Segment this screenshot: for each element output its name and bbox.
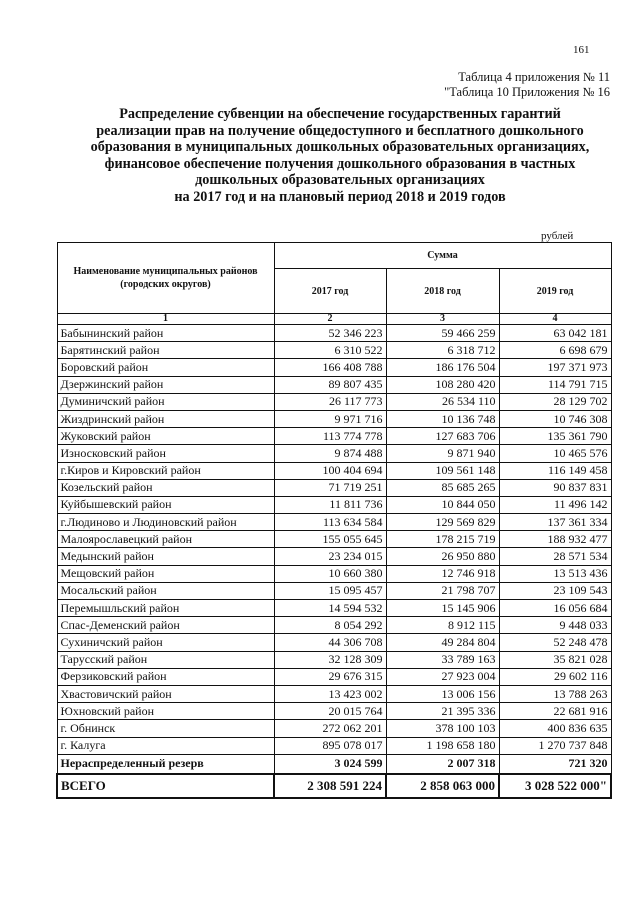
value-2019-cell: 9 448 033 — [499, 617, 611, 634]
value-2018-cell: 10 844 050 — [386, 496, 499, 513]
district-name-cell: Бабынинский район — [57, 325, 274, 342]
value-2018-cell: 21 798 707 — [386, 582, 499, 599]
value-2017-cell: 20 015 764 — [274, 703, 386, 720]
value-2019-cell: 22 681 916 — [499, 703, 611, 720]
value-2017-cell: 71 719 251 — [274, 479, 386, 496]
table-body — [57, 325, 611, 798]
value-2017-cell: 8 054 292 — [274, 617, 386, 634]
value-2018-cell: 129 569 829 — [386, 514, 499, 531]
district-name-cell: Барятинский район — [57, 342, 274, 359]
table-row — [57, 462, 611, 479]
value-2017-cell: 166 408 788 — [274, 359, 386, 376]
value-2017-cell: 13 423 002 — [274, 685, 386, 702]
table-row — [57, 617, 611, 634]
value-2019-cell: 11 496 142 — [499, 496, 611, 513]
subvention-table — [56, 242, 612, 799]
value-2018-cell: 9 871 940 — [386, 445, 499, 462]
table-row — [57, 548, 611, 565]
value-2017-cell: 32 128 309 — [274, 651, 386, 668]
value-2018-cell: 2 007 318 — [386, 754, 499, 774]
table-row — [57, 410, 611, 427]
table-row — [57, 359, 611, 376]
value-2018-cell: 378 100 103 — [386, 720, 499, 737]
title-line: образования в муниципальных дошкольных образовательных организациях, — [90, 139, 590, 156]
value-2019-cell: 114 791 715 — [499, 376, 611, 393]
district-name-cell: Жиздринский район — [57, 410, 274, 427]
value-2017-cell: 44 306 708 — [274, 634, 386, 651]
title-line: на 2017 год и на плановый период 2018 и 2019 годов — [174, 188, 506, 205]
table-row — [57, 445, 611, 462]
value-2019-cell: 137 361 334 — [499, 514, 611, 531]
value-2017-cell: 895 078 017 — [274, 737, 386, 754]
table-row — [57, 685, 611, 702]
table-row — [57, 651, 611, 668]
value-2019-cell: 400 836 635 — [499, 720, 611, 737]
value-2018-cell: 127 683 706 — [386, 428, 499, 445]
district-name-cell: Козельский район — [57, 479, 274, 496]
value-2019-cell: 721 320 — [499, 754, 611, 774]
table-row — [57, 668, 611, 685]
header-year-2017: 2017 год — [274, 269, 386, 314]
value-2019-cell: 3 028 522 000" — [499, 774, 611, 798]
page-number: 161 — [573, 44, 590, 56]
district-name-cell: Мосальский район — [57, 582, 274, 599]
table-row — [57, 582, 611, 599]
district-name-cell: Нераспределенный резерв — [57, 754, 274, 774]
value-2019-cell: 29 602 116 — [499, 668, 611, 685]
table-row — [57, 703, 611, 720]
value-2017-cell: 3 024 599 — [274, 754, 386, 774]
district-name-cell: Юхновский район — [57, 703, 274, 720]
header-year-2019: 2019 год — [499, 269, 611, 314]
table-row — [57, 325, 611, 342]
title-line: реализации прав на получение общедоступного и бесплатного дошкольного — [96, 122, 584, 139]
value-2017-cell: 26 117 773 — [274, 393, 386, 410]
value-2017-cell: 23 234 015 — [274, 548, 386, 565]
district-name-cell: Перемышльский район — [57, 600, 274, 617]
district-name-cell: Малоярославецкий район — [57, 531, 274, 548]
value-2018-cell: 49 284 804 — [386, 634, 499, 651]
value-2019-cell: 23 109 543 — [499, 582, 611, 599]
value-2018-cell: 26 950 880 — [386, 548, 499, 565]
value-2019-cell: 16 056 684 — [499, 600, 611, 617]
value-2019-cell: 116 149 458 — [499, 462, 611, 479]
value-2018-cell: 15 145 906 — [386, 600, 499, 617]
district-name-cell: Жуковский район — [57, 428, 274, 445]
header-sum: Сумма — [274, 243, 611, 269]
district-name-cell: г.Киров и Кировский район — [57, 462, 274, 479]
title-line: дошкольных образовательных организациях — [195, 172, 485, 189]
table-row — [57, 531, 611, 548]
table-row — [57, 600, 611, 617]
value-2018-cell: 85 685 265 — [386, 479, 499, 496]
value-2018-cell: 186 176 504 — [386, 359, 499, 376]
table-row — [57, 428, 611, 445]
value-2017-cell: 113 634 584 — [274, 514, 386, 531]
value-2017-cell: 113 774 778 — [274, 428, 386, 445]
column-number-1: 1 — [57, 314, 274, 325]
district-name-cell: Хвастовичский район — [57, 685, 274, 702]
value-2017-cell: 2 308 591 224 — [274, 774, 386, 798]
value-2017-cell: 52 346 223 — [274, 325, 386, 342]
district-name-cell: Тарусский район — [57, 651, 274, 668]
value-2017-cell: 10 660 380 — [274, 565, 386, 582]
table-row — [57, 565, 611, 582]
table-row — [57, 393, 611, 410]
value-2019-cell: 135 361 790 — [499, 428, 611, 445]
value-2019-cell: 1 270 737 848 — [499, 737, 611, 754]
value-2019-cell: 90 837 831 — [499, 479, 611, 496]
district-name-cell: г.Людиново и Людиновский район — [57, 514, 274, 531]
value-2017-cell: 11 811 736 — [274, 496, 386, 513]
title-line: финансовое обеспечение получения дошкольного образования в частных — [104, 155, 576, 172]
district-name-cell: Сухиничский район — [57, 634, 274, 651]
value-2017-cell: 155 055 645 — [274, 531, 386, 548]
title-line: Распределение субвенции на обеспечение государственных гарантий — [119, 106, 561, 122]
value-2019-cell: 28 571 534 — [499, 548, 611, 565]
value-2019-cell: 10 746 308 — [499, 410, 611, 427]
district-name-cell: Спас-Деменский район — [57, 617, 274, 634]
table-row — [57, 376, 611, 393]
district-name-cell: ВСЕГО — [57, 774, 274, 798]
document-title — [60, 106, 620, 206]
value-2018-cell: 33 789 163 — [386, 651, 499, 668]
table-row — [57, 720, 611, 737]
value-2018-cell: 13 006 156 — [386, 685, 499, 702]
value-2018-cell: 21 395 336 — [386, 703, 499, 720]
value-2019-cell: 52 248 478 — [499, 634, 611, 651]
table-reference-line-2: "Таблица 10 Приложения № 16 — [444, 85, 610, 99]
value-2019-cell: 6 698 679 — [499, 342, 611, 359]
value-2019-cell: 35 821 028 — [499, 651, 611, 668]
district-name-cell: Износковский район — [57, 445, 274, 462]
district-name-cell: Дзержинский район — [57, 376, 274, 393]
value-2017-cell: 14 594 532 — [274, 600, 386, 617]
value-2017-cell: 89 807 435 — [274, 376, 386, 393]
value-2017-cell: 6 310 522 — [274, 342, 386, 359]
value-2017-cell: 29 676 315 — [274, 668, 386, 685]
district-name-cell: Медынский район — [57, 548, 274, 565]
district-name-cell: Куйбышевский район — [57, 496, 274, 513]
header-year-2018: 2018 год — [386, 269, 499, 314]
value-2018-cell: 27 923 004 — [386, 668, 499, 685]
value-2019-cell: 188 932 477 — [499, 531, 611, 548]
column-number-2: 2 — [274, 314, 386, 325]
value-2017-cell: 272 062 201 — [274, 720, 386, 737]
value-2018-cell: 1 198 658 180 — [386, 737, 499, 754]
value-2018-cell: 12 746 918 — [386, 565, 499, 582]
value-2019-cell: 28 129 702 — [499, 393, 611, 410]
value-2018-cell: 26 534 110 — [386, 393, 499, 410]
value-2018-cell: 109 561 148 — [386, 462, 499, 479]
value-2019-cell: 197 371 973 — [499, 359, 611, 376]
table-row — [57, 496, 611, 513]
value-2018-cell: 10 136 748 — [386, 410, 499, 427]
column-number-3: 3 — [386, 314, 499, 325]
header-district-name: Наименование муниципальных районов (городских округов) — [57, 243, 274, 314]
district-name-cell: Боровский район — [57, 359, 274, 376]
value-2018-cell: 178 215 719 — [386, 531, 499, 548]
value-2018-cell: 59 466 259 — [386, 325, 499, 342]
table-row — [57, 342, 611, 359]
value-2019-cell: 10 465 576 — [499, 445, 611, 462]
district-name-cell: Мещовский район — [57, 565, 274, 582]
table-row — [57, 634, 611, 651]
value-2017-cell: 9 874 488 — [274, 445, 386, 462]
column-number-4: 4 — [499, 314, 611, 325]
table-reference-line-1: Таблица 4 приложения № 11 — [458, 70, 610, 84]
district-name-cell: Ферзиковский район — [57, 668, 274, 685]
district-name-cell: Думиничский район — [57, 393, 274, 410]
district-name-cell: г. Калуга — [57, 737, 274, 754]
district-name-cell: г. Обнинск — [57, 720, 274, 737]
value-2017-cell: 15 095 457 — [274, 582, 386, 599]
value-2018-cell: 8 912 115 — [386, 617, 499, 634]
value-2017-cell: 9 971 716 — [274, 410, 386, 427]
value-2019-cell: 13 788 263 — [499, 685, 611, 702]
table-row — [57, 514, 611, 531]
total-row — [57, 774, 611, 798]
value-2019-cell: 13 513 436 — [499, 565, 611, 582]
value-2018-cell: 6 318 712 — [386, 342, 499, 359]
reserve-row — [57, 754, 611, 774]
value-2019-cell: 63 042 181 — [499, 325, 611, 342]
value-2018-cell: 108 280 420 — [386, 376, 499, 393]
value-2017-cell: 100 404 694 — [274, 462, 386, 479]
table-row — [57, 737, 611, 754]
currency-unit: рублей — [541, 230, 574, 242]
table-row — [57, 479, 611, 496]
value-2018-cell: 2 858 063 000 — [386, 774, 499, 798]
